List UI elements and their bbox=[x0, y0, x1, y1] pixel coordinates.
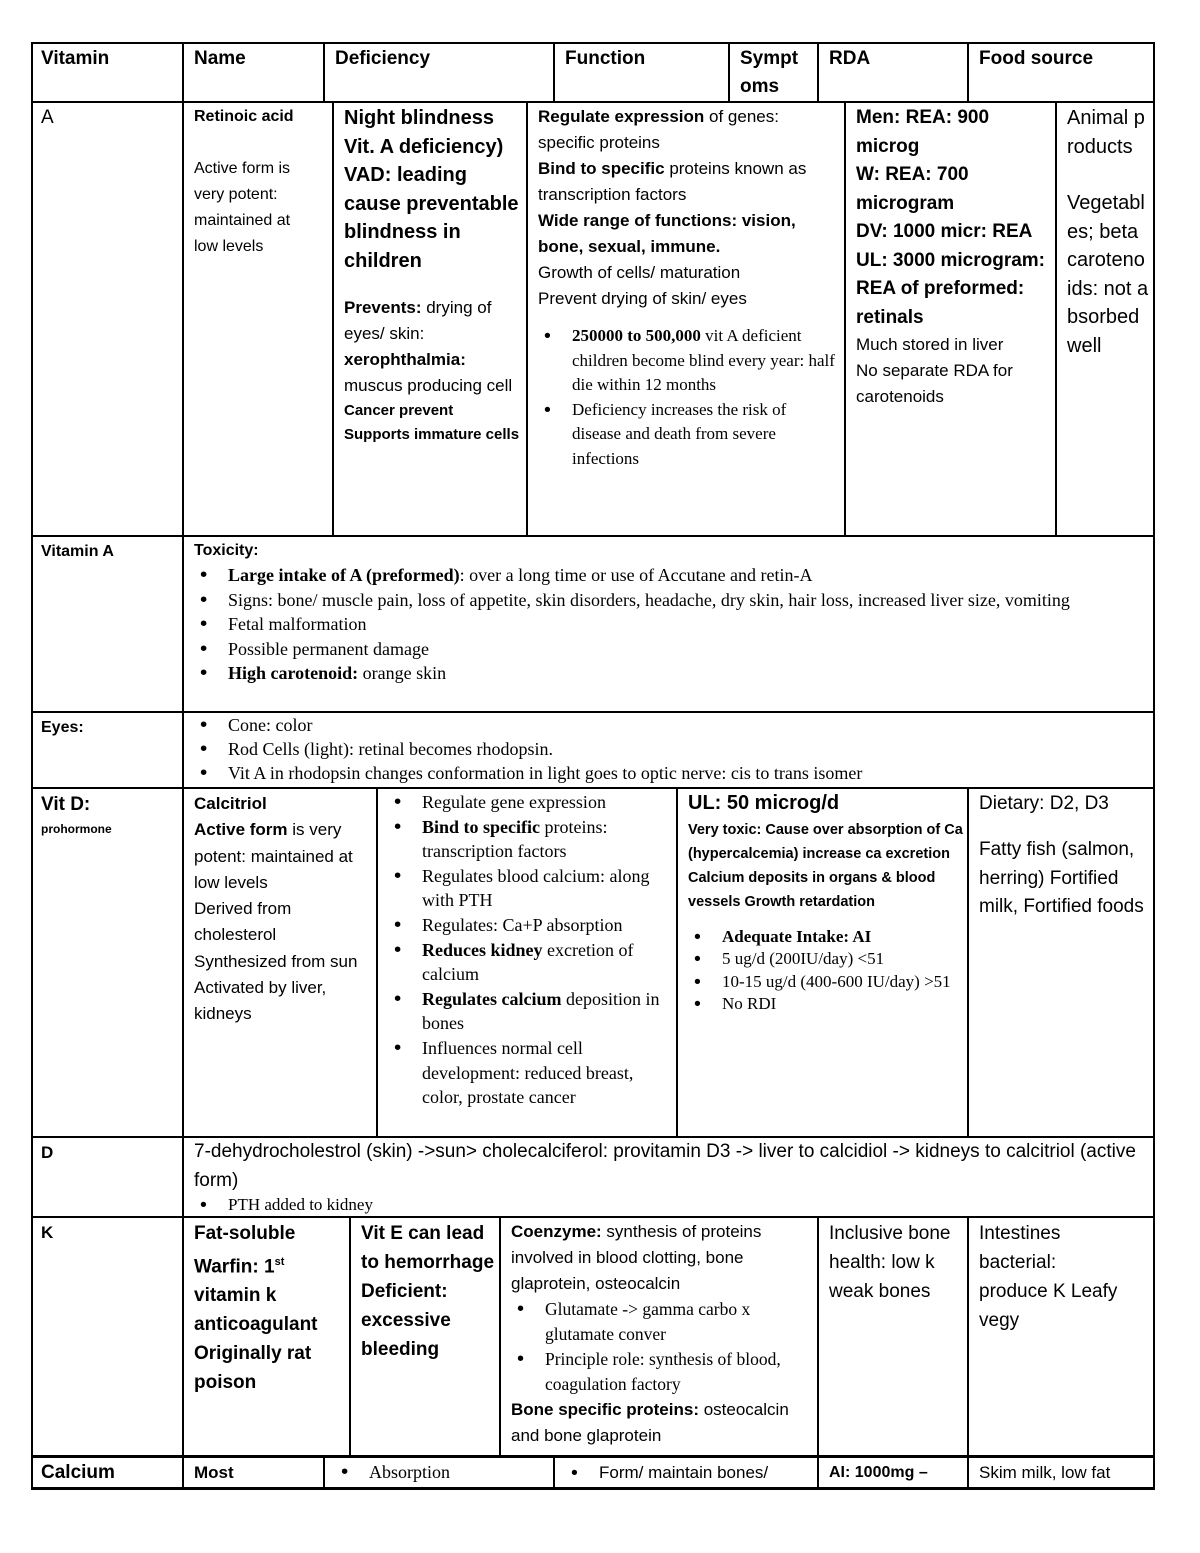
col-divider bbox=[182, 1216, 184, 1456]
row-k-name bbox=[194, 1219, 346, 1397]
k-def-l1: Vit E can lead to hemorrhage bbox=[361, 1223, 495, 1273]
col-divider bbox=[323, 1455, 325, 1489]
k-name-l3: vitamin k anticoagulant Originally rat poison bbox=[194, 1285, 318, 1394]
k-func-l1: synthesis of proteins involved in blood clotting, bone glaprotein, osteocalcin bbox=[511, 1222, 762, 1293]
k-func-l1-bold: Coenzyme: bbox=[511, 1222, 602, 1241]
row-vita-content bbox=[194, 539, 1149, 686]
list-item: • High carotenoid: orange skin bbox=[194, 661, 1149, 686]
row-a-food bbox=[1067, 104, 1149, 360]
def-bold: Night blindness bbox=[344, 107, 494, 129]
def-bold: Vit. A deficiency) bbox=[344, 135, 504, 158]
food-line: Animal products bbox=[1067, 107, 1145, 158]
col-divider bbox=[349, 1216, 351, 1456]
row-divider bbox=[31, 1216, 1155, 1218]
vitd-rda-title: UL: 50 microg/d bbox=[688, 792, 840, 814]
list-item: • Cone: color bbox=[194, 713, 1149, 737]
k-def-l2: Deficient: bbox=[361, 1281, 448, 1302]
row-k-deficiency bbox=[361, 1219, 497, 1364]
food-line: Vegetables; beta carotenoids: not absorbed well bbox=[1067, 192, 1149, 357]
col-divider bbox=[182, 535, 184, 788]
toxicity-title: Toxicity: bbox=[194, 542, 259, 559]
header-name: Name bbox=[194, 48, 246, 69]
row-d-text: 7-dehydrocholestrol (skin) ->sun> cholecalciferol: provitamin D3 -> liver to calcidiol -> kidneys to calcitriol (active form) bbox=[194, 1141, 1136, 1191]
rda-line: W: REA: 700 microgram bbox=[856, 164, 969, 214]
vitd-name-title: Calcitriol bbox=[194, 794, 267, 813]
vitd-food-1: Dietary: D2, D3 bbox=[979, 793, 1109, 814]
row-divider bbox=[31, 787, 1155, 789]
vitd-name-rest: Derived from cholesterol Synthesized from sun Activated by liver, kidneys bbox=[194, 899, 358, 1024]
name-line: low levels bbox=[194, 238, 264, 255]
func-a-l2: proteins known as transcription factors bbox=[538, 159, 807, 204]
list-item: • Absorption bbox=[335, 1460, 551, 1484]
vitd-rda-text: Very toxic: Cause over absorption of Ca (hypercalcemia) increase ca excretion Calcium deposits in organs & blood vessels Growth retardation bbox=[688, 821, 963, 910]
col-divider bbox=[967, 1216, 969, 1456]
row-k-label: K bbox=[41, 1223, 54, 1242]
row-ca-deficiency bbox=[335, 1460, 551, 1484]
k-name-sup: st bbox=[274, 1256, 285, 1268]
row-a-name-title: Retinoic acid bbox=[194, 108, 294, 125]
func-a-l5: Prevent drying of skin/ eyes bbox=[538, 289, 747, 308]
col-divider bbox=[332, 101, 334, 536]
col-divider bbox=[844, 101, 846, 536]
k-func-l2-bold: Bone specific proteins: bbox=[511, 1400, 699, 1419]
row-ca-food: Skim milk, low fat bbox=[979, 1463, 1111, 1482]
list-item: • Rod Cells (light): retinal becomes rhodopsin. bbox=[194, 737, 1149, 761]
row-vitd-rda bbox=[688, 789, 964, 1016]
def-prevents-label: Prevents: bbox=[344, 298, 422, 317]
row-a-vitamin: A bbox=[41, 107, 54, 128]
col-divider bbox=[182, 42, 184, 102]
row-vitd-food bbox=[979, 790, 1149, 922]
row-d-label: D bbox=[41, 1143, 54, 1162]
list-item: • Influences normal cell development: reduced breast, color, prostate cancer bbox=[388, 1036, 672, 1110]
rda-note: No separate RDA for carotenoids bbox=[856, 361, 1013, 406]
col-divider bbox=[817, 42, 819, 102]
rda-line: DV: 1000 micr: REA bbox=[856, 221, 1033, 242]
k-func-l2: osteocalcin and bone glaprotein bbox=[511, 1400, 789, 1445]
rda-line: UL: 3000 microgram: REA of preformed: retinals bbox=[856, 249, 1046, 328]
def-vad-text: leading cause preventable blindness in children bbox=[344, 164, 519, 272]
list-item: • PTH added to kidney bbox=[194, 1195, 1149, 1215]
rda-note: Much stored in liver bbox=[856, 335, 1004, 354]
list-item: • Possible permanent damage bbox=[194, 637, 1149, 662]
list-item: • Signs: bone/ muscle pain, loss of appetite, skin disorders, headache, dry skin, hair loss, increased liver size, vomiting bbox=[194, 588, 1149, 613]
row-ca-rda: AI: 1000mg – bbox=[829, 1464, 928, 1481]
col-divider bbox=[182, 787, 184, 1137]
row-k-food: Intestines bacterial: produce K Leafy vegy bbox=[979, 1223, 1118, 1331]
func-a-l2-bold: Bind to specific bbox=[538, 159, 665, 178]
list-item: • Regulates calcium deposition in bones bbox=[388, 987, 672, 1036]
row-a-name bbox=[194, 104, 329, 260]
list-item: • Fetal malformation bbox=[194, 612, 1149, 637]
list-item: • Vit A in rhodopsin changes conformation in light goes to optic nerve: cis to trans isomer bbox=[194, 761, 1149, 785]
list-item: • Adequate Intake: AI bbox=[688, 926, 964, 949]
table-border-right bbox=[1153, 42, 1155, 1490]
list-item: • 5 ug/d (200IU/day) <51 bbox=[688, 948, 964, 971]
row-a-rda bbox=[856, 104, 1052, 410]
col-divider bbox=[1055, 101, 1057, 536]
k-name-l2: Warfin: 1 bbox=[194, 1256, 275, 1278]
vitd-sublabel: prohormone bbox=[41, 821, 112, 836]
header-symptoms: Sympt oms bbox=[740, 48, 799, 97]
vitd-label: Vit D: bbox=[41, 794, 91, 815]
list-item: • Deficiency increases the risk of disease and death from severe infections bbox=[538, 398, 838, 472]
func-a-l1: of genes: specific proteins bbox=[538, 107, 779, 152]
row-d-content bbox=[194, 1138, 1149, 1215]
col-divider bbox=[553, 1455, 555, 1489]
list-item: • Large intake of A (preformed): over a long time or use of Accutane and retin-A bbox=[194, 563, 1149, 588]
list-item: • Glutamate -> gamma carbo x glutamate conver bbox=[511, 1297, 811, 1347]
row-k-rda: Inclusive bone health: low k weak bones bbox=[829, 1223, 951, 1302]
list-item: • Regulates: Ca+P absorption bbox=[388, 913, 672, 938]
table-border-left bbox=[31, 42, 33, 1490]
name-line: very potent: bbox=[194, 186, 278, 203]
func-a-l3: Wide range of functions: vision, bone, sexual, immune. bbox=[538, 211, 796, 256]
row-ca-function bbox=[565, 1460, 815, 1486]
col-divider bbox=[553, 42, 555, 102]
func-a-l1-bold: Regulate expression bbox=[538, 107, 705, 126]
list-item: • Form/ maintain bones/ bbox=[565, 1460, 815, 1486]
col-divider bbox=[182, 1136, 184, 1217]
header-food-source: Food source bbox=[979, 48, 1094, 69]
list-item: • No RDI bbox=[688, 993, 964, 1016]
row-ca-label: Calcium bbox=[41, 1462, 115, 1483]
list-item: • Principle role: synthesis of blood, coagulation factory bbox=[511, 1347, 811, 1397]
col-divider bbox=[526, 101, 528, 536]
row-a-function bbox=[538, 104, 838, 471]
col-divider bbox=[182, 101, 184, 536]
row-vitd-label bbox=[41, 791, 179, 838]
col-divider bbox=[676, 787, 678, 1137]
def-prevents-text: drying of eyes/ skin: bbox=[344, 298, 492, 343]
col-divider bbox=[728, 42, 730, 102]
name-line: Active form is bbox=[194, 160, 291, 177]
vitd-name-active-rest: is very potent: maintained at low levels bbox=[194, 820, 353, 892]
vitd-food-2: Fatty fish (salmon, herring) Fortified milk, Fortified foods bbox=[979, 839, 1144, 917]
def-vad-label: VAD: bbox=[344, 164, 392, 186]
row-divider bbox=[31, 101, 1155, 103]
row-eyes-label: Eyes: bbox=[41, 719, 84, 736]
row-a-deficiency bbox=[344, 104, 524, 446]
rda-line: Men: REA: 900 microg bbox=[856, 107, 990, 157]
col-divider bbox=[499, 1216, 501, 1456]
col-divider bbox=[182, 1455, 184, 1489]
col-divider bbox=[376, 787, 378, 1137]
list-item: • Bind to specific proteins: transcription factors bbox=[388, 815, 672, 864]
list-item: • Reduces kidney excretion of calcium bbox=[388, 938, 672, 987]
header-vitamin: Vitamin bbox=[41, 48, 110, 69]
list-item: • Regulate gene expression bbox=[388, 790, 672, 815]
k-def-l3: excessive bleeding bbox=[361, 1310, 451, 1360]
list-item: • 250000 to 500,000 vit A deficient children become blind every year: half die within 12 months bbox=[538, 324, 838, 398]
row-vitd-function bbox=[388, 790, 672, 1110]
list-item: • Regulates blood calcium: along with PTH bbox=[388, 864, 672, 913]
row-eyes-content bbox=[194, 713, 1149, 785]
row-vitd-name bbox=[194, 791, 372, 1028]
func-a-l4: Growth of cells/ maturation bbox=[538, 263, 741, 282]
col-divider bbox=[817, 1455, 819, 1489]
row-divider bbox=[31, 1455, 1155, 1458]
row-ca-name: Most bbox=[194, 1463, 234, 1482]
def-xero-text: muscus producing cell bbox=[344, 376, 513, 395]
def-support: Supports immature cells bbox=[344, 426, 520, 443]
name-line: maintained at bbox=[194, 212, 291, 229]
list-item: • 10-15 ug/d (400-600 IU/day) >51 bbox=[688, 971, 964, 994]
header-deficiency: Deficiency bbox=[335, 48, 431, 69]
header-rda: RDA bbox=[829, 48, 871, 69]
col-divider bbox=[967, 42, 969, 102]
row-divider bbox=[31, 535, 1155, 537]
row-vita-label: Vitamin A bbox=[41, 543, 114, 560]
def-xero: xerophthalmia: bbox=[344, 350, 466, 369]
vitd-name-active: Active form bbox=[194, 820, 288, 840]
row-k-function bbox=[511, 1219, 811, 1449]
col-divider bbox=[323, 42, 325, 102]
header-function: Function bbox=[565, 48, 646, 69]
table-border-top bbox=[31, 42, 1155, 44]
k-name-l1: Fat-soluble bbox=[194, 1223, 296, 1244]
def-cancer: Cancer prevent bbox=[344, 402, 454, 419]
col-divider bbox=[817, 1216, 819, 1456]
table-border-bottom bbox=[31, 1487, 1155, 1490]
col-divider bbox=[967, 787, 969, 1137]
col-divider bbox=[967, 1455, 969, 1489]
